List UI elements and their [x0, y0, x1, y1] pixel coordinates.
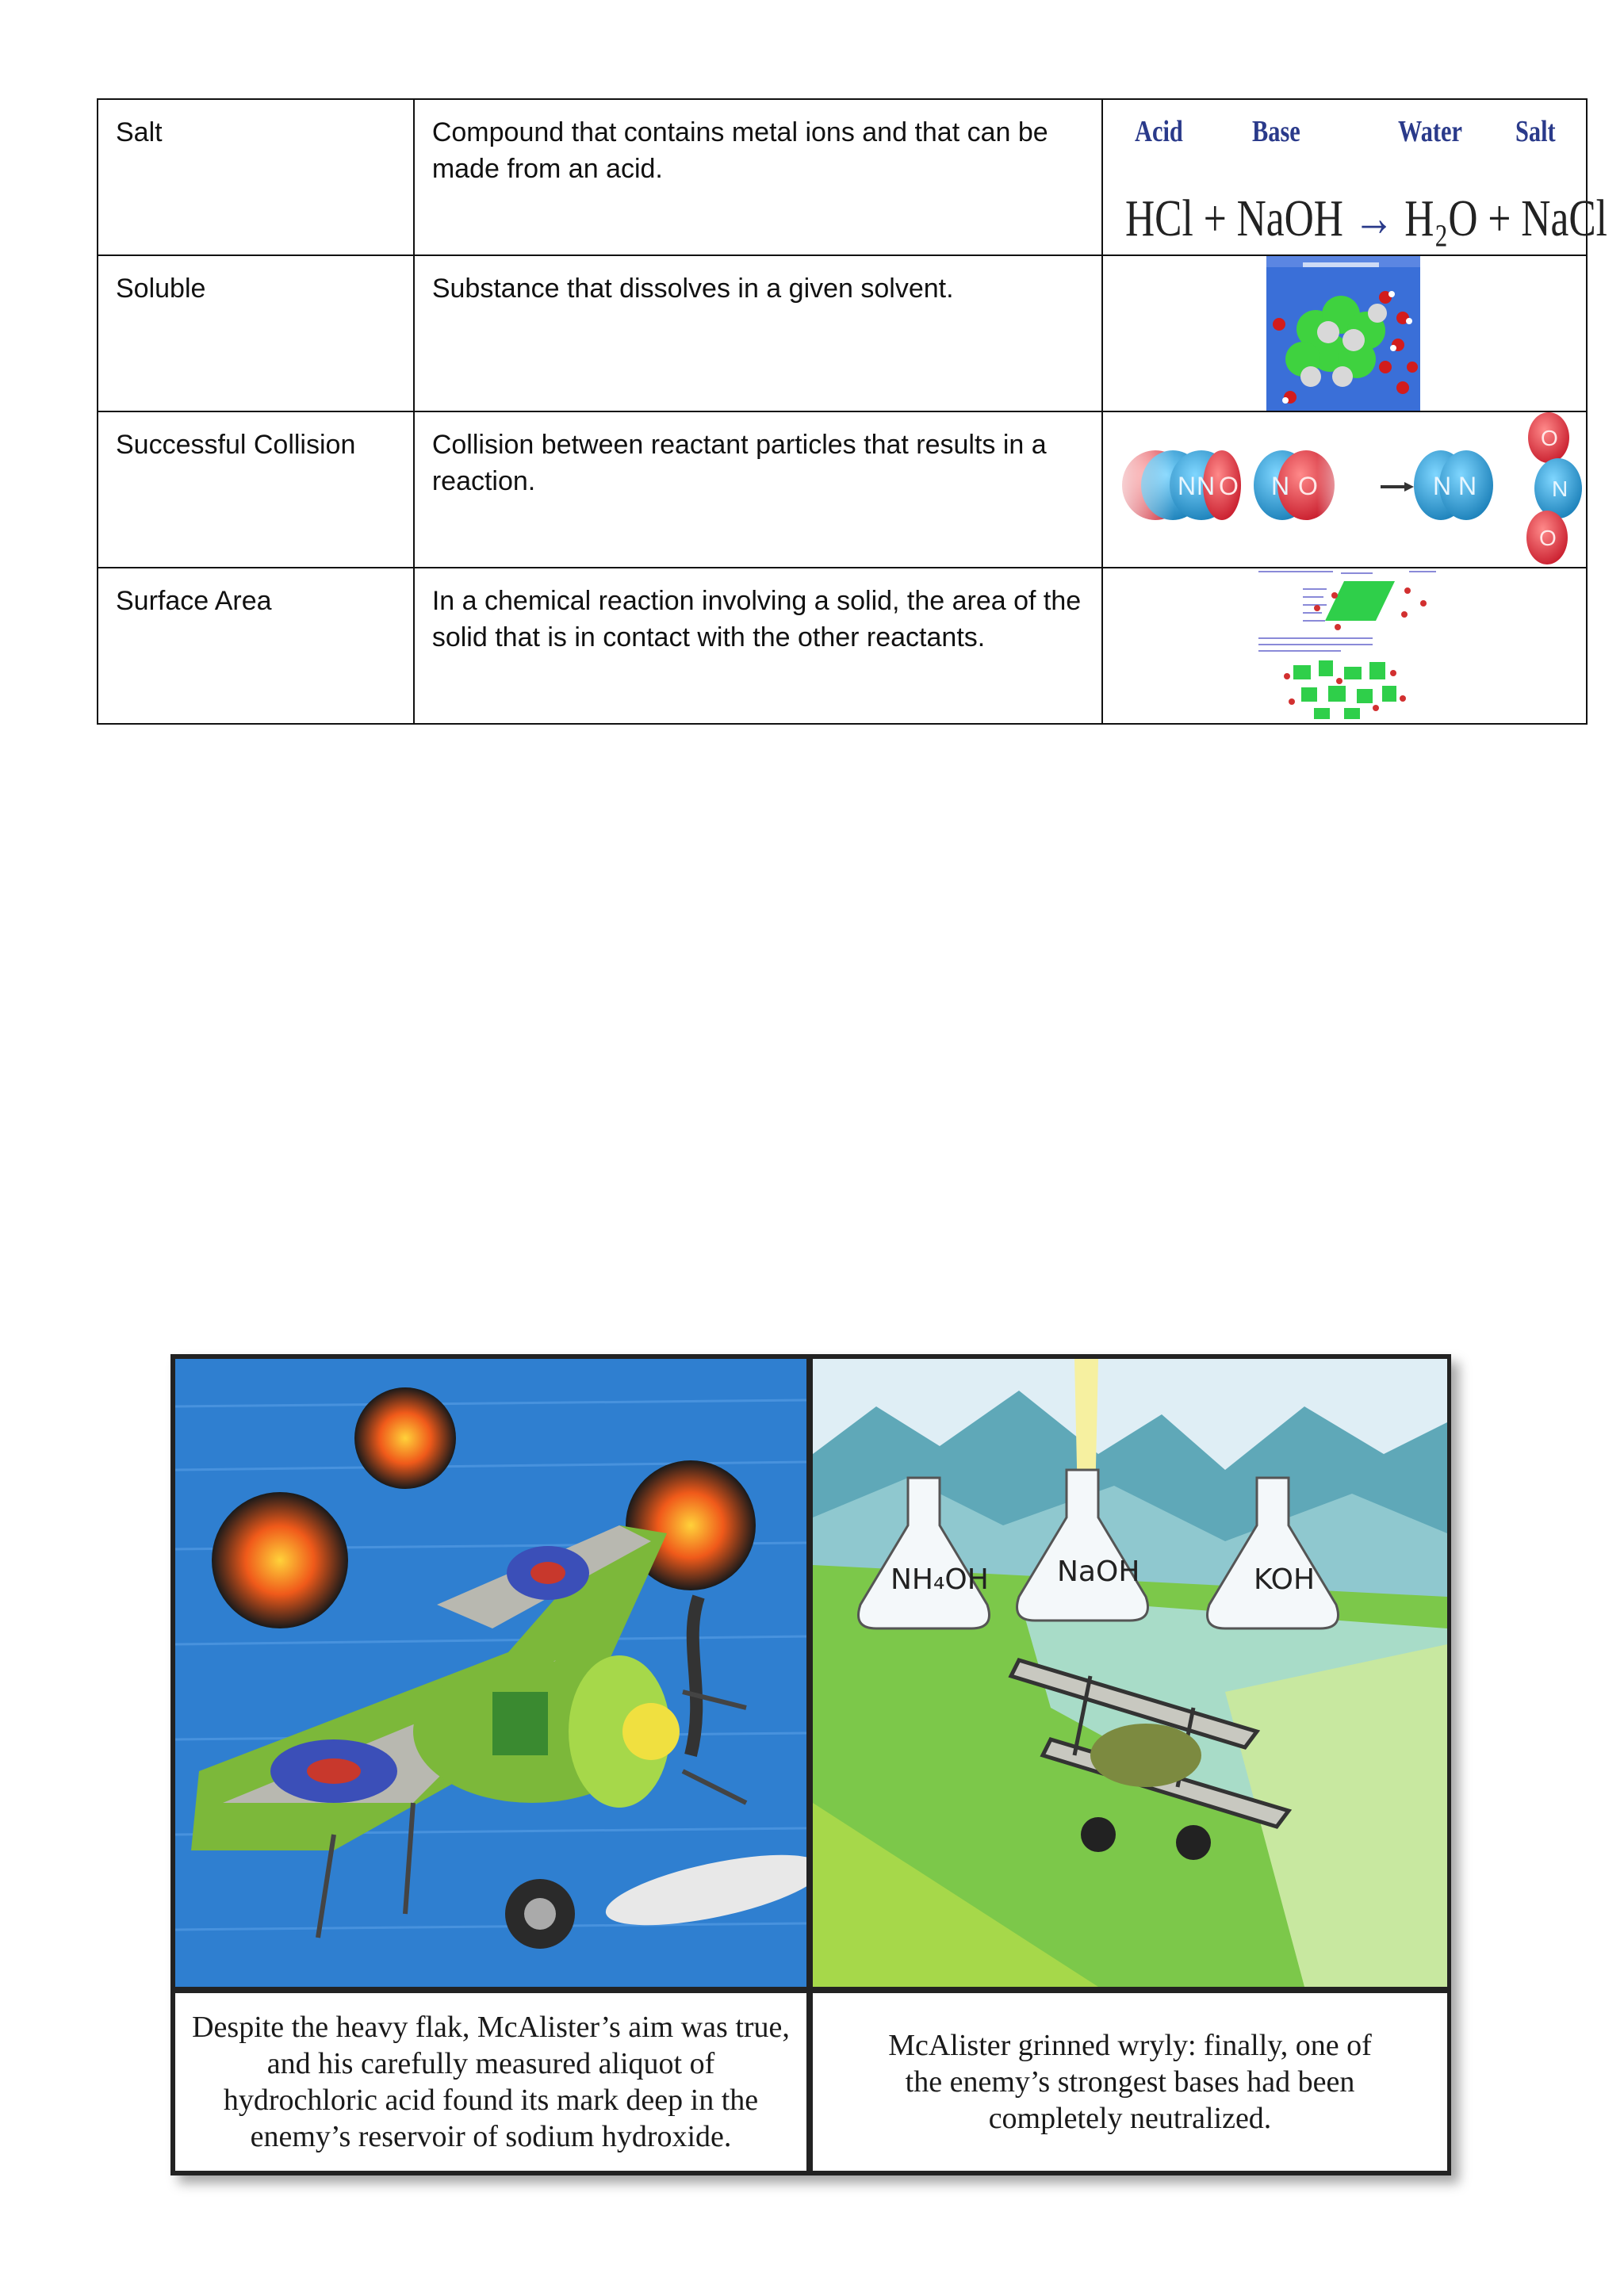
term-cell — [98, 568, 414, 724]
equation-reactant-2: NaOH — [1236, 189, 1343, 247]
equation-plus: + — [1203, 189, 1227, 247]
definition-text: Compound that contains metal ions and that can be made from an acid. — [431, 117, 1048, 184]
surface-area-diagram-image — [1103, 568, 1585, 723]
chemistry-cartoon — [170, 1354, 1451, 2175]
atom-label: N — [1457, 472, 1477, 500]
cartoon-panel-right-art — [813, 1359, 1447, 1987]
dissolving-crystal-image — [1103, 256, 1585, 411]
molecule-collision-image — [1103, 412, 1585, 567]
acid-label: Acid — [1134, 115, 1183, 148]
dissolving-picture — [1102, 255, 1587, 411]
equation-reactant-1: HCl — [1124, 189, 1193, 247]
definition-text: Collision between reactant particles that results in a reaction. — [431, 430, 1047, 496]
term-text: Salt — [116, 117, 163, 147]
term-cell — [98, 99, 414, 255]
flask-label-right: KOH — [1254, 1563, 1316, 1596]
definition-cell — [414, 568, 1102, 724]
term-text: Successful Collision — [116, 430, 356, 460]
atom-label: N — [1270, 472, 1289, 500]
equation-plus: + — [1488, 189, 1511, 247]
atom-label: N — [1432, 472, 1451, 500]
cartoon-caption-right — [813, 1993, 1447, 2171]
glossary-table — [97, 98, 1607, 725]
term-cell — [98, 411, 414, 568]
collision-picture — [1102, 411, 1587, 568]
atom-label: O — [1297, 472, 1318, 500]
definition-text: Substance that dissolves in a given solvent. — [431, 274, 954, 304]
atom-label: O — [1540, 426, 1558, 450]
atom-label: N — [1551, 476, 1568, 501]
cartoon-panel-left-art — [175, 1359, 806, 1987]
term-cell — [98, 255, 414, 411]
cartoon-caption-left — [175, 1993, 806, 2171]
atom-label: O — [1218, 472, 1239, 500]
term-text: Soluble — [116, 274, 206, 304]
salt-label: Salt — [1515, 115, 1556, 148]
equation-product-2: NaCl — [1520, 189, 1607, 247]
flasks-landscape-illustration — [813, 1359, 1447, 1987]
flask-label-middle: NaOH — [1057, 1556, 1140, 1588]
definition-cell — [414, 411, 1102, 568]
equation-labels — [1103, 114, 1585, 154]
salt-equation-picture — [1102, 99, 1607, 255]
base-label: Base — [1251, 115, 1300, 148]
atom-label: N — [1177, 472, 1196, 500]
term-text: Surface Area — [116, 586, 272, 616]
definition-cell — [414, 255, 1102, 411]
atom-label: N — [1196, 472, 1215, 500]
flask-label-left: NH₄OH — [891, 1563, 989, 1596]
water-label: Water — [1397, 115, 1462, 148]
neutralization-equation — [1125, 189, 1607, 249]
equation-arrow: → — [1353, 189, 1395, 247]
definition-text: In a chemical reaction involving a solid, the area of the solid that is in contact with the other reactants. — [431, 586, 1082, 652]
caption-right-text: McAlister grinned wryly: finally, one of the enemy’s strongest bases had been completely neutralized. — [888, 2029, 1372, 2135]
table-row — [98, 99, 1587, 255]
atom-label: O — [1538, 526, 1557, 550]
equation-product-1: H₂O — [1404, 189, 1478, 247]
table-row — [98, 411, 1587, 568]
table-row — [98, 568, 1587, 724]
surface-area-picture — [1102, 568, 1587, 724]
caption-left-text: Despite the heavy flak, McAlister’s aim was true, and his carefully measured aliquot of hydrochloric acid found its mark deep in the enemy’s reservoir of sodium hydroxide. — [192, 2011, 790, 2153]
definition-cell — [414, 99, 1102, 255]
table-row — [98, 255, 1587, 411]
biplane-flak-illustration — [175, 1359, 806, 1987]
